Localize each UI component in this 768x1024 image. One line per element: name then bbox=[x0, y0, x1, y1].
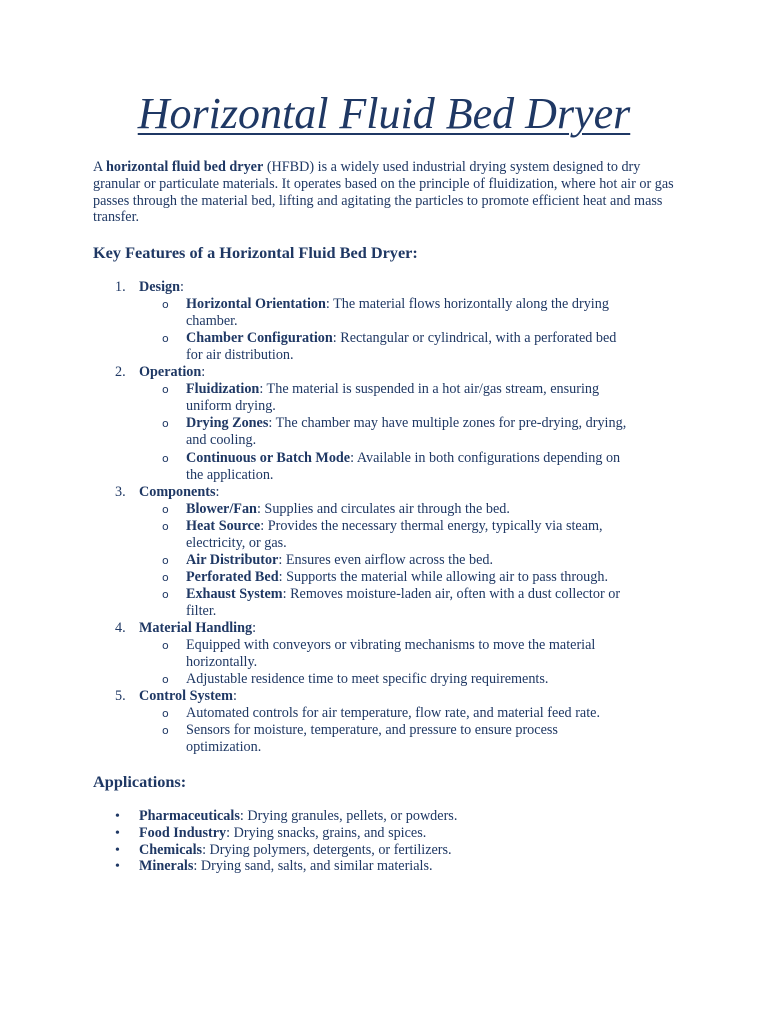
application-item bbox=[139, 808, 457, 825]
feature-heading bbox=[139, 279, 184, 296]
sub-bullet-marker: o bbox=[162, 519, 169, 533]
feature-colon: : bbox=[252, 620, 257, 636]
feature-heading bbox=[139, 620, 256, 637]
application-name: Minerals bbox=[139, 858, 194, 875]
feature-item-text: : Removes moisture-laden air, often with a dust collector or bbox=[282, 585, 621, 602]
feature-item bbox=[186, 450, 620, 467]
feature-item-text: Adjustable residence time to meet specific drying requirements. bbox=[186, 671, 549, 688]
feature-item-text: Equipped with conveyors or vibrating mechanisms to move the material bbox=[186, 637, 596, 654]
feature-item bbox=[186, 296, 609, 313]
feature-item-text: : Supplies and circulates air through the bed. bbox=[256, 500, 510, 517]
feature-item-continuation: the application. bbox=[186, 466, 274, 483]
sub-bullet-marker: o bbox=[162, 587, 169, 601]
features-heading: Key Features of a Horizontal Fluid Bed Dryer: bbox=[93, 243, 418, 262]
application-bullet: • bbox=[115, 859, 120, 875]
intro-article: A bbox=[93, 159, 107, 175]
feature-item bbox=[186, 552, 493, 569]
sub-bullet-marker: o bbox=[162, 639, 169, 653]
feature-heading bbox=[139, 364, 205, 381]
feature-item-term: Chamber Configuration bbox=[186, 330, 333, 347]
intro-paragraph bbox=[93, 159, 683, 226]
feature-label: Control System bbox=[139, 688, 233, 705]
feature-item-continuation: filter. bbox=[186, 602, 217, 619]
application-bullet: • bbox=[115, 842, 120, 858]
application-item bbox=[139, 825, 426, 842]
application-item bbox=[139, 842, 452, 859]
application-bullet: • bbox=[115, 825, 120, 841]
feature-item-continuation: horizontally. bbox=[186, 654, 258, 671]
feature-item bbox=[186, 722, 558, 739]
feature-item-text: : Supports the material while allowing air to pass through. bbox=[278, 568, 609, 585]
feature-item-text: : Provides the necessary thermal energy, typically via steam, bbox=[260, 517, 603, 534]
feature-colon: : bbox=[180, 279, 184, 295]
sub-bullet-marker: o bbox=[162, 553, 169, 567]
application-item bbox=[139, 858, 433, 875]
application-text: : Drying polymers, detergents, or fertilizers. bbox=[202, 841, 452, 858]
sub-bullet-marker: o bbox=[162, 451, 169, 465]
feature-item-continuation: electricity, or gas. bbox=[186, 534, 287, 551]
feature-colon: : bbox=[215, 483, 220, 500]
feature-item-term: Blower/Fan bbox=[186, 500, 257, 517]
feature-item bbox=[186, 586, 620, 603]
application-bullet: • bbox=[115, 809, 120, 824]
feature-item-continuation: chamber. bbox=[186, 313, 238, 330]
sub-bullet-marker: o bbox=[162, 570, 169, 584]
applications-heading: Applications: bbox=[93, 772, 187, 791]
feature-item-text: : The material is suspended in a hot air/gas stream, ensuring bbox=[259, 381, 600, 398]
feature-item-term: Fluidization bbox=[186, 381, 260, 398]
feature-number: 3. bbox=[115, 483, 126, 500]
feature-colon: : bbox=[201, 364, 206, 381]
feature-item-term: Perforated Bed bbox=[186, 568, 279, 585]
feature-label: Material Handling bbox=[139, 620, 253, 636]
feature-label: Design bbox=[139, 279, 180, 295]
feature-item-continuation: for air distribution. bbox=[186, 347, 294, 364]
document-title: Horizontal Fluid Bed Dryer bbox=[137, 89, 631, 138]
sub-bullet-marker: o bbox=[162, 298, 169, 312]
feature-item bbox=[186, 381, 599, 398]
feature-item-term: Drying Zones bbox=[186, 415, 269, 432]
intro-term: horizontal fluid bed dryer bbox=[106, 159, 264, 175]
feature-label: Operation bbox=[139, 364, 202, 381]
feature-item-text: : Available in both configurations depending on bbox=[350, 449, 621, 466]
feature-item-continuation: optimization. bbox=[186, 739, 262, 756]
intro-text: (HFBD) is a widely used industrial drying system designed to dry granular or particulate materials. It operates based on the principle of fluidization, where hot air or gas passes through the material bed, lifting and agitating the particles to promote efficient heat and mass transfer. bbox=[93, 159, 674, 226]
feature-item bbox=[186, 415, 626, 432]
feature-item bbox=[186, 501, 510, 518]
feature-item bbox=[186, 330, 616, 347]
feature-heading bbox=[139, 484, 219, 501]
feature-number: 1. bbox=[115, 279, 126, 295]
feature-item-term: Exhaust System bbox=[186, 585, 283, 602]
feature-item-continuation: uniform drying. bbox=[186, 398, 276, 415]
feature-item-term: Heat Source bbox=[186, 517, 261, 534]
feature-item-text: : The chamber may have multiple zones for pre-drying, drying, bbox=[268, 415, 627, 432]
feature-number: 4. bbox=[115, 620, 126, 636]
feature-colon: : bbox=[232, 688, 237, 705]
feature-heading bbox=[139, 688, 237, 705]
feature-item-text: Automated controls for air temperature, flow rate, and material feed rate. bbox=[186, 705, 601, 722]
application-name: Pharmaceuticals bbox=[139, 808, 240, 824]
feature-item bbox=[186, 671, 548, 688]
feature-item bbox=[186, 518, 603, 535]
application-name: Chemicals bbox=[139, 841, 203, 858]
application-text: : Drying sand, salts, and similar materials. bbox=[193, 858, 433, 875]
feature-item-text: : The material flows horizontally along the drying bbox=[325, 296, 609, 313]
feature-label: Components bbox=[139, 483, 216, 500]
feature-item-term: Continuous or Batch Mode bbox=[186, 449, 351, 466]
feature-item bbox=[186, 637, 595, 654]
feature-number: 2. bbox=[115, 364, 126, 381]
application-text: : Drying granules, pellets, or powders. bbox=[239, 808, 458, 824]
sub-bullet-marker: o bbox=[162, 673, 169, 687]
feature-item-term: Air Distributor bbox=[186, 551, 279, 568]
feature-item-continuation: and cooling. bbox=[186, 432, 257, 449]
sub-bullet-marker: o bbox=[162, 707, 169, 721]
sub-bullet-marker: o bbox=[162, 502, 169, 516]
feature-item-text: Sensors for moisture, temperature, and pressure to ensure process bbox=[186, 722, 558, 739]
sub-bullet-marker: o bbox=[162, 332, 169, 346]
sub-bullet-marker: o bbox=[162, 724, 169, 738]
sub-bullet-marker: o bbox=[162, 417, 169, 431]
feature-item bbox=[186, 705, 600, 722]
application-text: : Drying snacks, grains, and spices. bbox=[226, 824, 427, 841]
feature-number: 5. bbox=[115, 688, 126, 705]
feature-item-term: Horizontal Orientation bbox=[186, 296, 326, 313]
sub-bullet-marker: o bbox=[162, 383, 169, 397]
feature-item bbox=[186, 569, 608, 586]
feature-item-text: : Ensures even airflow across the bed. bbox=[278, 551, 494, 568]
feature-item-text: : Rectangular or cylindrical, with a perforated bed bbox=[332, 330, 617, 347]
application-name: Food Industry bbox=[139, 824, 227, 841]
